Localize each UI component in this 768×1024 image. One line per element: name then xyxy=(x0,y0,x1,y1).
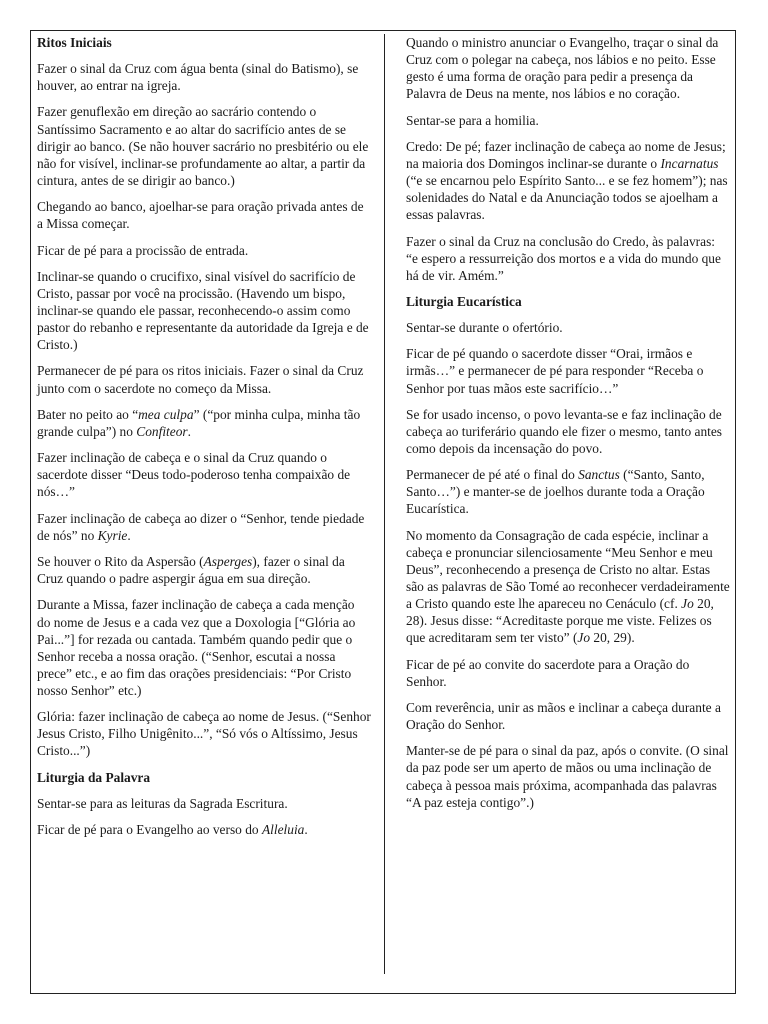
instruction-paragraph xyxy=(37,60,371,94)
text-run: Fazer o sinal da Cruz na conclusão do Credo, às palavras: “e espero a ressurreição dos mortos e a vida do mundo que há de vir. Amém.” xyxy=(406,233,721,283)
text-run: Sentar-se durante o ofertório. xyxy=(406,320,563,336)
instruction-paragraph xyxy=(37,795,371,812)
instruction-paragraph xyxy=(37,242,371,259)
text-run: (“Santo, Santo, Santo…”) e manter-se de joelhos durante toda a Oração Eucarística. xyxy=(406,467,705,517)
text-run: Glória: fazer inclinação de cabeça ao nome de Jesus. (“Senhor Jesus Cristo, Filho Unigênito...”, “Só vós o Altíssimo, Jesus Cristo...”) xyxy=(37,709,371,759)
text-run: Permanecer de pé até o final do xyxy=(406,467,579,483)
text-run: Ficar de pé para o Evangelho ao verso do xyxy=(37,822,262,837)
text-run: 20, 29). xyxy=(590,630,635,646)
text-run: Fazer genuflexão em direção ao sacrário contendo o Santíssimo Sacramento e ao altar do sacrifício antes de se dirigir ao banco. (Se não houver sacrário no presbitério ou ele não for visível, inclinar-se profundamente ao altar, a partir da cintura, antes de se dirigir ao banco.) xyxy=(37,104,369,188)
instruction-paragraph xyxy=(37,198,371,232)
instruction-paragraph xyxy=(406,699,730,733)
instruction-paragraph xyxy=(37,103,371,188)
text-run: Se for usado incenso, o povo levanta-se e faz inclinação de cabeça ao turiferário quando ele fizer o mesmo, tanto antes como depois da incensação do povo. xyxy=(406,406,723,456)
instruction-paragraph xyxy=(37,362,371,396)
text-run: Sentar-se para as leituras da Sagrada Escritura. xyxy=(37,795,288,811)
text-run: Ficar de pé quando o sacerdote disser “Orai, irmãos e irmãs…” e permanecer de pé para responder “Receba o Senhor por tuas mãos este sacrifício…” xyxy=(406,346,704,396)
italic-term: Confiteor xyxy=(136,423,188,439)
section-heading: Liturgia Eucarística xyxy=(406,293,522,309)
instruction-paragraph xyxy=(406,466,730,517)
instruction-paragraph xyxy=(37,510,371,544)
left-column xyxy=(37,34,371,847)
text-run: Fazer o sinal da Cruz com água benta (sinal do Batismo), se houver, ao entrar na igreja. xyxy=(37,61,359,94)
text-run: Sentar-se para a homilia. xyxy=(406,112,539,128)
instruction-paragraph xyxy=(406,233,730,284)
section-heading: Ritos Iniciais xyxy=(37,35,112,50)
column-divider xyxy=(384,34,385,974)
instruction-paragraph xyxy=(406,742,730,810)
text-run: Chegando ao banco, ajoelhar-se para oração privada antes de a Missa começar. xyxy=(37,199,364,232)
instruction-paragraph xyxy=(406,345,730,396)
text-run: Quando o ministro anunciar o Evangelho, traçar o sinal da Cruz com o polegar na cabeça, nos lábios e no peito. Esse gesto é uma forma de oração para pedir a presença da Palavra de Deus na mente, nos lábios e no coração. xyxy=(406,35,719,102)
instruction-paragraph xyxy=(406,319,730,336)
italic-term: mea culpa xyxy=(138,406,194,422)
text-run: Manter-se de pé para o sinal da paz, após o convite. (O sinal da paz pode ser um aperto de mãos ou uma inclinação de cabeça à pessoa mais próxima, acompanhada das palavras “A paz esteja contigo”.) xyxy=(406,743,729,810)
text-run: Permanecer de pé para os ritos iniciais. Fazer o sinal da Cruz junto com o sacerdote no começo da Missa. xyxy=(37,363,364,396)
instruction-paragraph xyxy=(37,821,371,838)
instruction-paragraph xyxy=(406,138,730,223)
text-run: 20, 28). Jesus disse: “Acreditaste porque me viste. Felizes os que acreditaram sem ter visto” ( xyxy=(406,596,714,646)
instruction-paragraph xyxy=(37,708,371,759)
text-run: No momento da Consagração de cada espécie, inclinar a cabeça e pronunciar silenciosamente “Meu Senhor e meu Deus”, reconhecendo a presença de Cristo no altar. Estas são as palavras de São Tomé ao reconhecer verdadeiramente a Cristo quando este lhe apareceu no Cenáculo (cf. xyxy=(406,527,730,612)
instruction-paragraph xyxy=(406,34,730,102)
text-run: Durante a Missa, fazer inclinação de cabeça a cada menção do nome de Jesus e a cada vez que a Doxologia [“Glória ao Pai...”] for rezada ou cantada. Também quando pedir que o Senhor receba a nossa oração. (“Senhor, escutai a nossa prece” etc., e ao fim das orações presidenciais: “Por Cristo nosso Senhor” etc.) xyxy=(37,597,356,698)
text-run: . xyxy=(304,822,308,837)
italic-term: Kyrie xyxy=(97,527,128,543)
text-run: Inclinar-se quando o crucifixo, sinal visível do sacrifício de Cristo, passar por você na procissão. (Havendo um bispo, inclinar-se quando ele passar, reconhecendo-o assim como pastor do rebanho e representante da autoridade da Igreja e de Cristo.) xyxy=(37,268,369,353)
text-run: Ficar de pé para a procissão de entrada. xyxy=(37,242,249,258)
italic-term: Sanctus xyxy=(578,467,620,483)
text-run: (“e se encarnou pelo Espírito Santo... e se fez homem”); nas solenidades do Natal e da Anunciação todos se ajoelham a essas palavras. xyxy=(406,173,728,223)
instruction-paragraph xyxy=(406,406,730,457)
text-run: Com reverência, unir as mãos e inclinar a cabeça durante a Oração do Senhor. xyxy=(406,699,721,733)
instruction-paragraph xyxy=(406,656,730,690)
instruction-paragraph xyxy=(406,527,730,647)
italic-term: Asperges xyxy=(203,554,253,570)
italic-term: Incarnatus xyxy=(660,155,719,171)
text-run: Fazer inclinação de cabeça ao dizer o “Senhor, tende piedade de nós” no xyxy=(37,510,365,543)
instruction-paragraph xyxy=(37,596,371,699)
text-run: Bater no peito ao “ xyxy=(37,406,139,422)
instruction-paragraph xyxy=(37,406,371,440)
italic-term: Alleluia xyxy=(261,822,305,837)
instruction-paragraph xyxy=(406,112,730,129)
right-column xyxy=(406,34,730,820)
instruction-paragraph xyxy=(37,449,371,500)
text-run: . xyxy=(127,527,131,543)
text-run: ” (“por minha culpa, minha tão grande culpa”) no xyxy=(37,406,361,439)
italic-term: Jo xyxy=(577,630,591,646)
section-heading: Liturgia da Palavra xyxy=(37,769,151,785)
text-run: Ficar de pé ao convite do sacerdote para a Oração do Senhor. xyxy=(406,656,690,689)
instruction-paragraph xyxy=(37,553,371,587)
text-run: Fazer inclinação de cabeça e o sinal da Cruz quando o sacerdote disser “Deus todo-poderoso tenha compaixão de nós…” xyxy=(37,450,351,500)
italic-term: Jo xyxy=(681,596,694,612)
text-run: Se houver o Rito da Aspersão ( xyxy=(37,554,204,570)
text-run: Credo: De pé; fazer inclinação de cabeça ao nome de Jesus; na maioria dos Domingos inclinar-se durante o xyxy=(406,138,726,171)
text-run: . xyxy=(187,423,191,439)
text-run: ), fazer o sinal da Cruz quando o padre aspergir água em sua direção. xyxy=(37,554,345,587)
instruction-paragraph xyxy=(37,268,371,353)
